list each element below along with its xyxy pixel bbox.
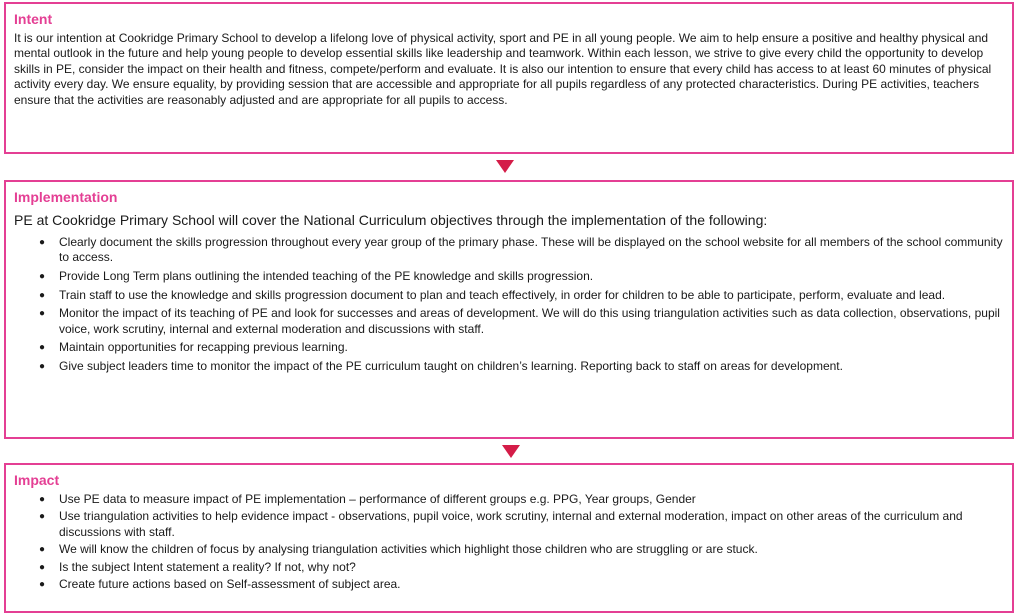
implementation-heading: Implementation — [14, 189, 118, 205]
list-item-text: Create future actions based on Self-assessment of subject area. — [59, 577, 401, 592]
list-item-text: Monitor the impact of its teaching of PE and look for successes and areas of development. We will do this using triangulation activities such as data collection, observations, pupil voice, work scrutiny, internal and external moderation and discussions with staff. — [59, 306, 1000, 336]
list-item — [14, 306, 1008, 337]
intent-text: It is our intention at Cookridge Primary School to develop a lifelong love of physical activity, sport and PE in all young people. We aim to help ensure a positive and healthy physical and mental outlook in the future and help young people to develop essential skills like leadership and teamwork. Within each lesson, we strive to give every child the opportunity to develop skills in PE, consider the impact on their health and fitness, compete/perform and evaluate. It is also our intention to ensure that every child has access to at least 60 minutes of physical activity every day. We ensure equality, by providing session that are accessible and appropriate for all pupils regardless of any protected characteristics. During PE activities, teachers ensure that the activities are reasonably adjusted and are appropriate for all pupils to access. — [14, 31, 992, 107]
list-item — [14, 269, 1008, 284]
list-item — [14, 542, 1008, 557]
implementation-section — [4, 180, 1014, 439]
implementation-lead: PE at Cookridge Primary School will cover the National Curriculum objectives through the implementation of the following: — [14, 212, 768, 228]
intent-heading: Intent — [14, 11, 53, 27]
bullet-icon: ● — [39, 579, 46, 591]
list-item — [14, 235, 1008, 266]
implementation-list — [14, 235, 1008, 377]
bullet-icon: ● — [39, 342, 46, 354]
list-item — [14, 492, 1008, 507]
bullet-icon: ● — [39, 289, 46, 301]
bullet-icon: ● — [39, 494, 46, 505]
impact-list — [14, 492, 1008, 594]
down-arrow-icon — [502, 445, 520, 458]
list-item — [14, 288, 1008, 303]
list-item-text: We will know the children of focus by analysing triangulation activities which highlight those children who are struggling or are stuck. — [59, 542, 758, 557]
list-item-text: Train staff to use the knowledge and skills progression document to plan and teach effectively, in order for children to be able to participate, perform, evaluate and lead. — [59, 287, 946, 302]
bullet-icon: ● — [39, 544, 46, 556]
list-item-text: Give subject leaders time to monitor the impact of the PE curriculum taught on children’s learning. Reporting back to staff on areas for development. — [59, 358, 843, 373]
list-item-text: Is the subject Intent statement a reality? If not, why not? — [59, 559, 356, 574]
list-item — [14, 340, 1008, 355]
list-item-text: Use triangulation activities to help evidence impact - observations, pupil voice, work scrutiny, internal and external moderation, impact on other areas of the curriculum and discussions with staff. — [59, 509, 963, 539]
bullet-icon: ● — [39, 237, 46, 248]
bullet-icon: ● — [39, 511, 46, 523]
list-item-text: Maintain opportunities for recapping previous learning. — [59, 340, 348, 355]
bullet-icon: ● — [39, 561, 46, 573]
impact-section — [4, 463, 1014, 613]
list-item — [14, 509, 1008, 540]
bullet-icon: ● — [39, 360, 46, 372]
bullet-icon: ● — [39, 271, 46, 282]
bullet-icon: ● — [39, 308, 46, 320]
list-item-text: Clearly document the skills progression throughout every year group of the primary phase. These will be displayed on the school website for all members of the school community to access. — [59, 235, 1003, 265]
intent-section — [4, 2, 1014, 154]
impact-heading: Impact — [14, 472, 60, 488]
list-item — [14, 560, 1008, 575]
list-item-text: Provide Long Term plans outlining the intended teaching of the PE knowledge and skills progression. — [59, 269, 594, 283]
list-item — [14, 359, 1008, 374]
list-item — [14, 577, 1008, 592]
list-item-text: Use PE data to measure impact of PE implementation – performance of different groups e.g. PPG, Year groups, Gender — [59, 492, 696, 506]
down-arrow-icon — [496, 160, 514, 173]
